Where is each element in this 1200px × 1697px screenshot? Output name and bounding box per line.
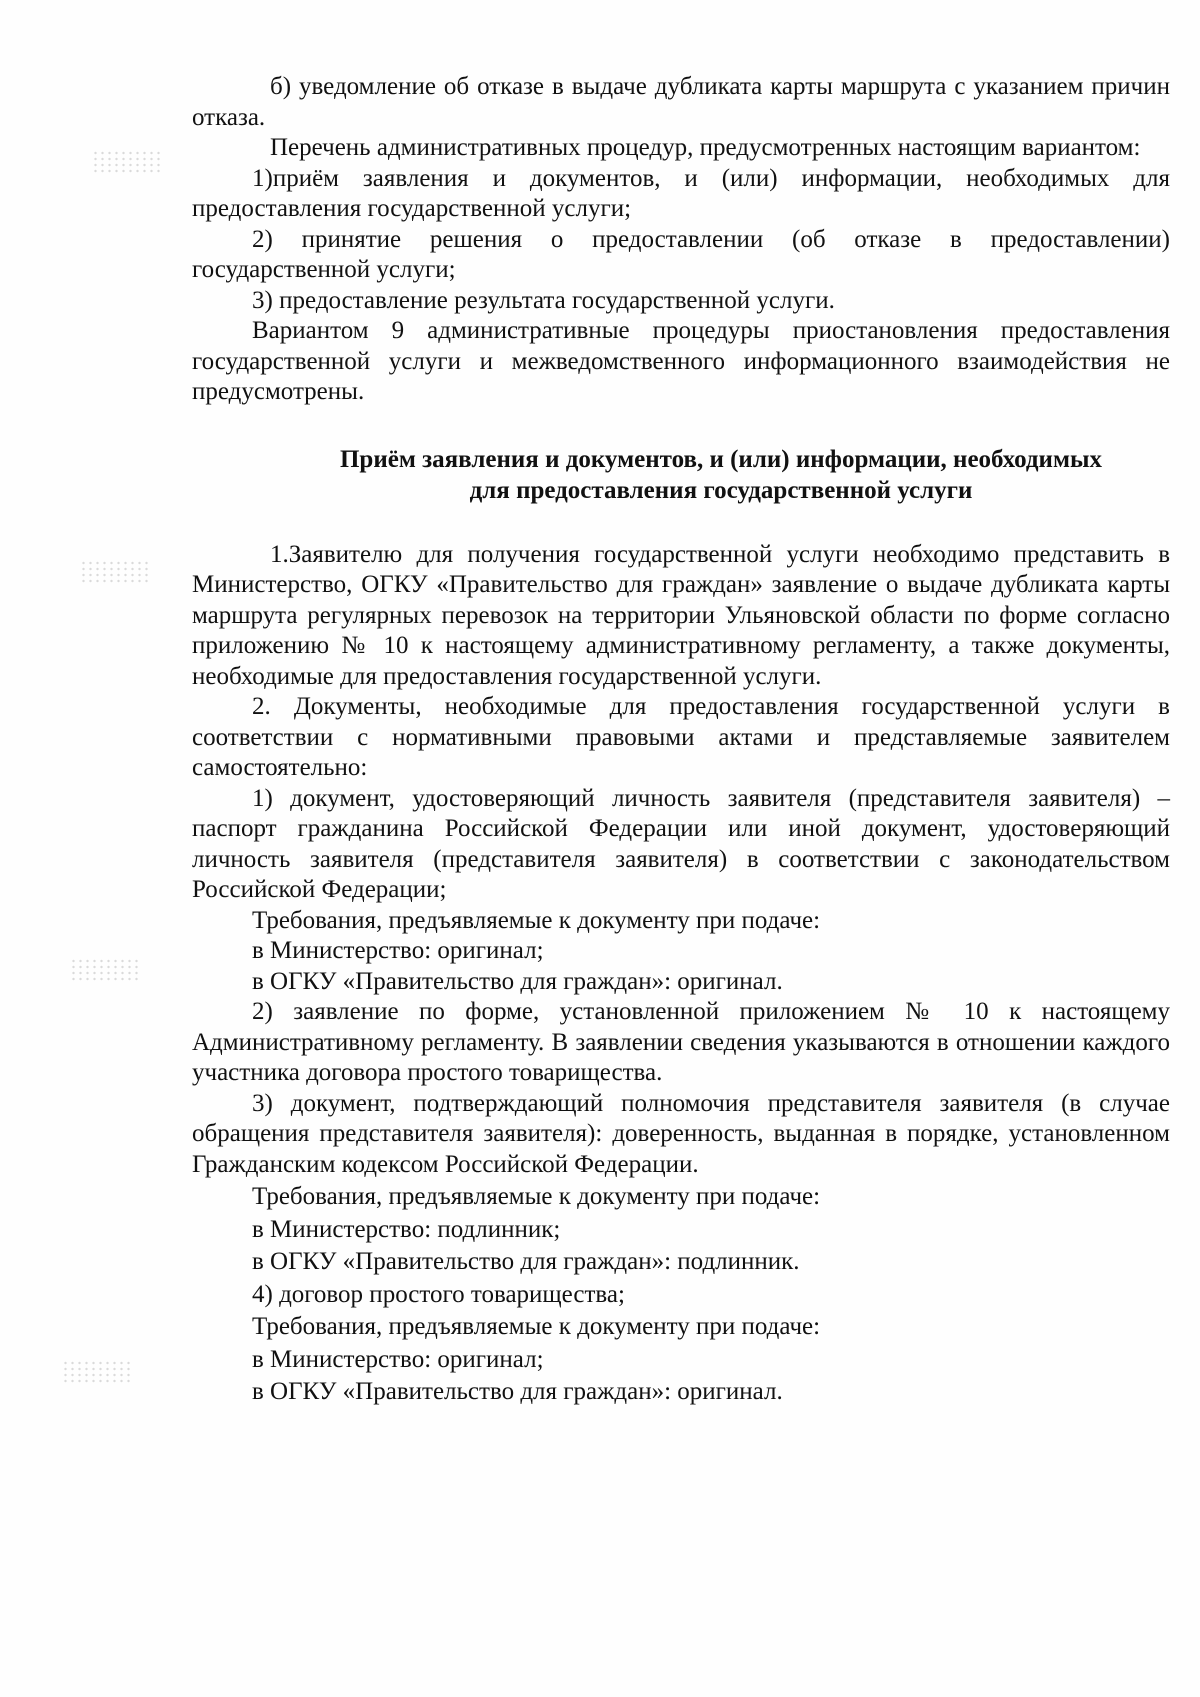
paragraph: 1.Заявителю для получения государственной услуги необходимо представить в Министерство, ОГКУ «Правительство для граждан» заявление о выдаче дубликата карты маршрута регулярных перевозок на территории Ульяновской области по форме согласно приложению № 10 к настоящему административному регламенту, а также документы, необходимые для предоставления государственной услуги.	[192, 540, 1170, 690]
paragraph: Вариантом 9 административные процедуры приостановления предоставления государственной услуги и межведомственного информационного взаимодействия не предусмотрены.	[192, 317, 1170, 405]
list-item: 2) принятие решения о предоставлении (об отказе в предоставлении) государственной услуги;	[192, 225, 1170, 283]
requirement-line: в Министерство: оригинал;	[252, 937, 544, 964]
requirement-line: в Министерство: оригинал;	[252, 1345, 544, 1373]
list-item: 3) предоставление результата государственной услуги.	[252, 286, 835, 314]
document-body	[192, 72, 1170, 1408]
paragraph: Перечень административных процедур, предусмотренных настоящим вариантом:	[270, 134, 1141, 161]
scan-speckle	[70, 958, 140, 982]
list-item: 3) документ, подтверждающий полномочия представителя заявителя (в случае обращения представителя заявителя): доверенность, выданная в порядке, установленном Гражданским кодексом Российской Федерации.	[192, 1089, 1170, 1178]
requirement-line: в Министерство: подлинник;	[252, 1215, 561, 1243]
requirement-line: в ОГКУ «Правительство для граждан»: оригинал.	[252, 967, 783, 995]
requirement-line: в ОГКУ «Правительство для граждан»: подлинник.	[252, 1248, 800, 1275]
requirements-label: Требования, предъявляемые к документу при подаче:	[252, 1313, 821, 1340]
paragraph: б) уведомление об отказе в выдаче дубликата карты маршрута с указанием причин отказа.	[192, 73, 1170, 131]
requirement-line: в ОГКУ «Правительство для граждан»: оригинал.	[252, 1378, 783, 1405]
section-heading-line: Приём заявления и документов, и (или) информации, необходимых	[339, 445, 1103, 473]
scan-speckle	[80, 560, 150, 584]
list-item: 1)приём заявления и документов, и (или) информации, необходимых для предоставления государственной услуги;	[192, 164, 1170, 222]
list-item: 1) документ, удостоверяющий личность заявителя (представителя заявителя) – паспорт гражданина Российской Федерации или иной документ, удостоверяющий личность заявителя (представителя заявителя) в соответствии с законодательством Российской Федерации;	[192, 784, 1170, 903]
section-heading	[272, 444, 1170, 506]
list-item: 4) договор простого товарищества;	[252, 1280, 625, 1308]
section-heading-line: для предоставления государственной услуги	[469, 476, 973, 504]
list-item: 2) заявление по форме, установленной приложением № 10 к настоящему Административному регламенту. В заявлении сведения указываются в отношении каждого участника договора простого товарищества.	[192, 998, 1170, 1086]
scan-speckle	[62, 1360, 132, 1384]
requirements-label: Требования, предъявляемые к документу при подаче:	[252, 906, 821, 934]
paragraph: 2. Документы, необходимые для предоставления государственной услуги в соответствии с нормативными правовыми актами и представляемые заявителем самостоятельно:	[192, 693, 1170, 781]
requirements-label: Требования, предъявляемые к документу при подаче:	[252, 1183, 821, 1210]
scan-speckle	[92, 150, 162, 174]
